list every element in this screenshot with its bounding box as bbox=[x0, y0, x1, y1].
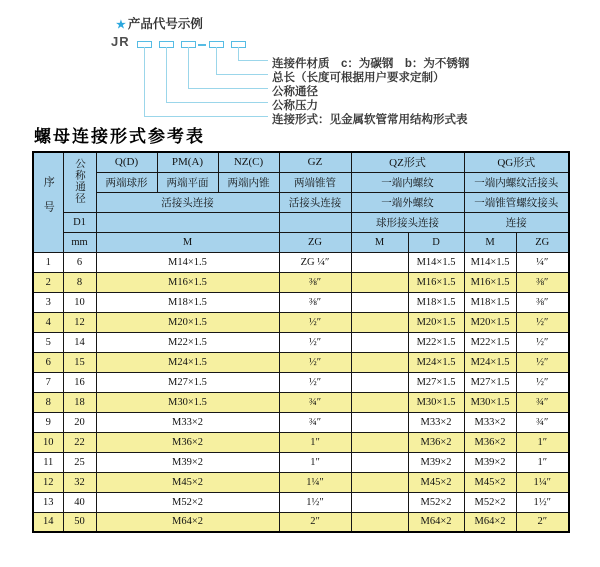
cell-gz: ½″ bbox=[279, 352, 351, 372]
cell-qg_m: M45×2 bbox=[464, 472, 516, 492]
table-row bbox=[33, 392, 569, 412]
cell-qg_zg: 1″ bbox=[516, 432, 569, 452]
cell-dn: 12 bbox=[63, 312, 96, 332]
cell-qg_zg: ½″ bbox=[516, 312, 569, 332]
cell-qz_d: M36×2 bbox=[408, 432, 464, 452]
header-pm-desc: 两端平面 bbox=[157, 172, 218, 192]
cell-m: M45×2 bbox=[96, 472, 279, 492]
cell-qz_m bbox=[351, 252, 408, 272]
header-seq-text: 序号 bbox=[42, 175, 55, 226]
cell-gz: ⅜″ bbox=[279, 272, 351, 292]
code-dash bbox=[198, 44, 206, 46]
product-code-diagram bbox=[0, 0, 600, 125]
cell-dn: 32 bbox=[63, 472, 96, 492]
cell-qz_d: M24×1.5 bbox=[408, 352, 464, 372]
table-row bbox=[33, 332, 569, 352]
cell-seq: 14 bbox=[33, 512, 63, 532]
cell-seq: 13 bbox=[33, 492, 63, 512]
cell-gz: ⅜″ bbox=[279, 292, 351, 312]
cell-qz_d: M18×1.5 bbox=[408, 292, 464, 312]
table-row bbox=[33, 432, 569, 452]
cell-qz_d: M39×2 bbox=[408, 452, 464, 472]
code-prefix: JR bbox=[111, 34, 130, 49]
cell-qz_m bbox=[351, 472, 408, 492]
cell-qz_m bbox=[351, 312, 408, 332]
cell-gz: ½″ bbox=[279, 332, 351, 352]
table-body bbox=[33, 252, 569, 532]
cell-qg_m: M20×1.5 bbox=[464, 312, 516, 332]
cell-qg_m: M52×2 bbox=[464, 492, 516, 512]
header-col-pm: PM(A) bbox=[157, 152, 218, 172]
cell-gz: 1¼″ bbox=[279, 472, 351, 492]
cell-dn: 10 bbox=[63, 292, 96, 312]
header-empty-gz bbox=[279, 212, 351, 232]
table-row bbox=[33, 372, 569, 392]
cell-qz_d: M30×1.5 bbox=[408, 392, 464, 412]
cell-m: M52×2 bbox=[96, 492, 279, 512]
header-union-connection: 活接头连接 bbox=[96, 192, 279, 212]
cell-m: M22×1.5 bbox=[96, 332, 279, 352]
cell-dn: 16 bbox=[63, 372, 96, 392]
header-q-desc: 两端球形 bbox=[96, 172, 157, 192]
table-title: 螺母连接形式参考表 bbox=[34, 127, 205, 146]
cell-qg_zg: 2″ bbox=[516, 512, 569, 532]
table-header bbox=[33, 152, 569, 252]
cell-seq: 10 bbox=[33, 432, 63, 452]
diagram-title bbox=[116, 14, 203, 32]
label-nominal-pressure: 公称压力 bbox=[272, 100, 318, 112]
cell-qz_m bbox=[351, 292, 408, 312]
header-col-gz: GZ bbox=[279, 152, 351, 172]
cell-qz_m bbox=[351, 452, 408, 472]
header-qz-connection: 球形接头连接 bbox=[351, 212, 464, 232]
cell-qz_m bbox=[351, 512, 408, 532]
header-qg-connection: 连接 bbox=[464, 212, 569, 232]
cell-dn: 18 bbox=[63, 392, 96, 412]
cell-gz: ¾″ bbox=[279, 392, 351, 412]
cell-seq: 2 bbox=[33, 272, 63, 292]
cell-seq: 11 bbox=[33, 452, 63, 472]
label-material: 连接件材质 c：为碳钢 b：为不锈钢 bbox=[272, 58, 470, 70]
header-d1: D1 bbox=[63, 212, 96, 232]
cell-qz_m bbox=[351, 332, 408, 352]
cell-qg_m: M24×1.5 bbox=[464, 352, 516, 372]
cell-qg_m: M64×2 bbox=[464, 512, 516, 532]
cell-qg_m: M27×1.5 bbox=[464, 372, 516, 392]
cell-gz: ½″ bbox=[279, 372, 351, 392]
cell-dn: 8 bbox=[63, 272, 96, 292]
header-gz-desc: 两端锥管 bbox=[279, 172, 351, 192]
cell-m: M36×2 bbox=[96, 432, 279, 452]
cell-qz_d: M64×2 bbox=[408, 512, 464, 532]
header-qg-desc2: 一端锥管螺纹接头 bbox=[464, 192, 569, 212]
header-gz-connection: 活接头连接 bbox=[279, 192, 351, 212]
cell-m: M27×1.5 bbox=[96, 372, 279, 392]
cell-seq: 8 bbox=[33, 392, 63, 412]
header-zg: ZG bbox=[279, 232, 351, 252]
table-row bbox=[33, 452, 569, 472]
header-col-qz: QZ形式 bbox=[351, 152, 464, 172]
cell-qz_d: M14×1.5 bbox=[408, 252, 464, 272]
cell-seq: 4 bbox=[33, 312, 63, 332]
cell-qg_zg: ⅜″ bbox=[516, 292, 569, 312]
cell-seq: 5 bbox=[33, 332, 63, 352]
cell-qz_m bbox=[351, 392, 408, 412]
table-row bbox=[33, 472, 569, 492]
header-qz-desc1: 一端内螺纹 bbox=[351, 172, 464, 192]
cell-dn: 14 bbox=[63, 332, 96, 352]
table-row bbox=[33, 412, 569, 432]
cell-qz_m bbox=[351, 352, 408, 372]
header-col-qg: QG形式 bbox=[464, 152, 569, 172]
cell-qg_zg: ⅜″ bbox=[516, 272, 569, 292]
cell-qz_m bbox=[351, 272, 408, 292]
cell-gz: ZG ¼″ bbox=[279, 252, 351, 272]
label-nominal-diameter: 公称通径 bbox=[272, 86, 318, 98]
cell-qg_zg: 1″ bbox=[516, 452, 569, 472]
cell-seq: 3 bbox=[33, 292, 63, 312]
connector-line-5 bbox=[238, 47, 268, 61]
cell-qg_zg: ¾″ bbox=[516, 412, 569, 432]
cell-qg_zg: ½″ bbox=[516, 372, 569, 392]
cell-gz: ¾″ bbox=[279, 412, 351, 432]
cell-dn: 22 bbox=[63, 432, 96, 452]
cell-m: M33×2 bbox=[96, 412, 279, 432]
header-nz-desc: 两端内锥 bbox=[218, 172, 279, 192]
cell-qg_m: M14×1.5 bbox=[464, 252, 516, 272]
cell-qz_d: M45×2 bbox=[408, 472, 464, 492]
cell-dn: 25 bbox=[63, 452, 96, 472]
cell-qz_d: M27×1.5 bbox=[408, 372, 464, 392]
cell-qg_zg: ¾″ bbox=[516, 392, 569, 412]
cell-qg_zg: 1½″ bbox=[516, 492, 569, 512]
label-connection-form: 连接形式：见金属软管常用结构形式表 bbox=[272, 114, 468, 126]
header-qz-desc2: 一端外螺纹 bbox=[351, 192, 464, 212]
header-qg-m: M bbox=[464, 232, 516, 252]
cell-dn: 20 bbox=[63, 412, 96, 432]
cell-seq: 12 bbox=[33, 472, 63, 492]
cell-qg_zg: ¼″ bbox=[516, 252, 569, 272]
cell-qg_zg: ½″ bbox=[516, 332, 569, 352]
cell-m: M39×2 bbox=[96, 452, 279, 472]
cell-qg_zg: ½″ bbox=[516, 352, 569, 372]
header-m-span: M bbox=[96, 232, 279, 252]
header-dn-text: 公称通径 bbox=[74, 157, 85, 204]
cell-seq: 7 bbox=[33, 372, 63, 392]
table-row bbox=[33, 312, 569, 332]
table-row bbox=[33, 492, 569, 512]
cell-qz_d: M52×2 bbox=[408, 492, 464, 512]
table-row bbox=[33, 272, 569, 292]
cell-qg_m: M33×2 bbox=[464, 412, 516, 432]
cell-qz_m bbox=[351, 412, 408, 432]
cell-gz: 1″ bbox=[279, 452, 351, 472]
cell-m: M30×1.5 bbox=[96, 392, 279, 412]
cell-qg_m: M16×1.5 bbox=[464, 272, 516, 292]
cell-qz_m bbox=[351, 432, 408, 452]
header-empty-union bbox=[96, 212, 279, 232]
cell-qg_m: M18×1.5 bbox=[464, 292, 516, 312]
table-row bbox=[33, 292, 569, 312]
cell-m: M64×2 bbox=[96, 512, 279, 532]
cell-qz_m bbox=[351, 492, 408, 512]
cell-m: M18×1.5 bbox=[96, 292, 279, 312]
cell-gz: 2″ bbox=[279, 512, 351, 532]
cell-qg_m: M22×1.5 bbox=[464, 332, 516, 352]
header-qg-zg: ZG bbox=[516, 232, 569, 252]
cell-qg_m: M36×2 bbox=[464, 432, 516, 452]
header-col-q: Q(D) bbox=[96, 152, 157, 172]
cell-seq: 9 bbox=[33, 412, 63, 432]
cell-seq: 1 bbox=[33, 252, 63, 272]
table-row bbox=[33, 252, 569, 272]
label-total-length: 总长（长度可根据用户要求定制） bbox=[272, 72, 445, 84]
table-row bbox=[33, 512, 569, 532]
cell-m: M14×1.5 bbox=[96, 252, 279, 272]
nut-connection-table bbox=[32, 151, 570, 533]
cell-m: M24×1.5 bbox=[96, 352, 279, 372]
cell-dn: 40 bbox=[63, 492, 96, 512]
cell-dn: 15 bbox=[63, 352, 96, 372]
header-qz-d: D bbox=[408, 232, 464, 252]
star-icon: ★ bbox=[116, 19, 126, 31]
header-qg-desc1: 一端内螺纹活接头 bbox=[464, 172, 569, 192]
cell-qg_zg: 1¼″ bbox=[516, 472, 569, 492]
table-row bbox=[33, 352, 569, 372]
header-dn bbox=[63, 152, 96, 212]
header-qz-m: M bbox=[351, 232, 408, 252]
cell-dn: 6 bbox=[63, 252, 96, 272]
cell-dn: 50 bbox=[63, 512, 96, 532]
diagram-title-text: 产品代号示例 bbox=[127, 17, 203, 31]
cell-qz_d: M16×1.5 bbox=[408, 272, 464, 292]
cell-seq: 6 bbox=[33, 352, 63, 372]
header-col-nz: NZ(C) bbox=[218, 152, 279, 172]
cell-qg_m: M30×1.5 bbox=[464, 392, 516, 412]
cell-m: M16×1.5 bbox=[96, 272, 279, 292]
cell-m: M20×1.5 bbox=[96, 312, 279, 332]
header-mm: mm bbox=[63, 232, 96, 252]
cell-gz: 1½″ bbox=[279, 492, 351, 512]
cell-qg_m: M39×2 bbox=[464, 452, 516, 472]
header-seq bbox=[33, 152, 63, 252]
cell-gz: 1″ bbox=[279, 432, 351, 452]
cell-qz_d: M33×2 bbox=[408, 412, 464, 432]
cell-qz_m bbox=[351, 372, 408, 392]
cell-qz_d: M20×1.5 bbox=[408, 312, 464, 332]
cell-qz_d: M22×1.5 bbox=[408, 332, 464, 352]
cell-gz: ½″ bbox=[279, 312, 351, 332]
